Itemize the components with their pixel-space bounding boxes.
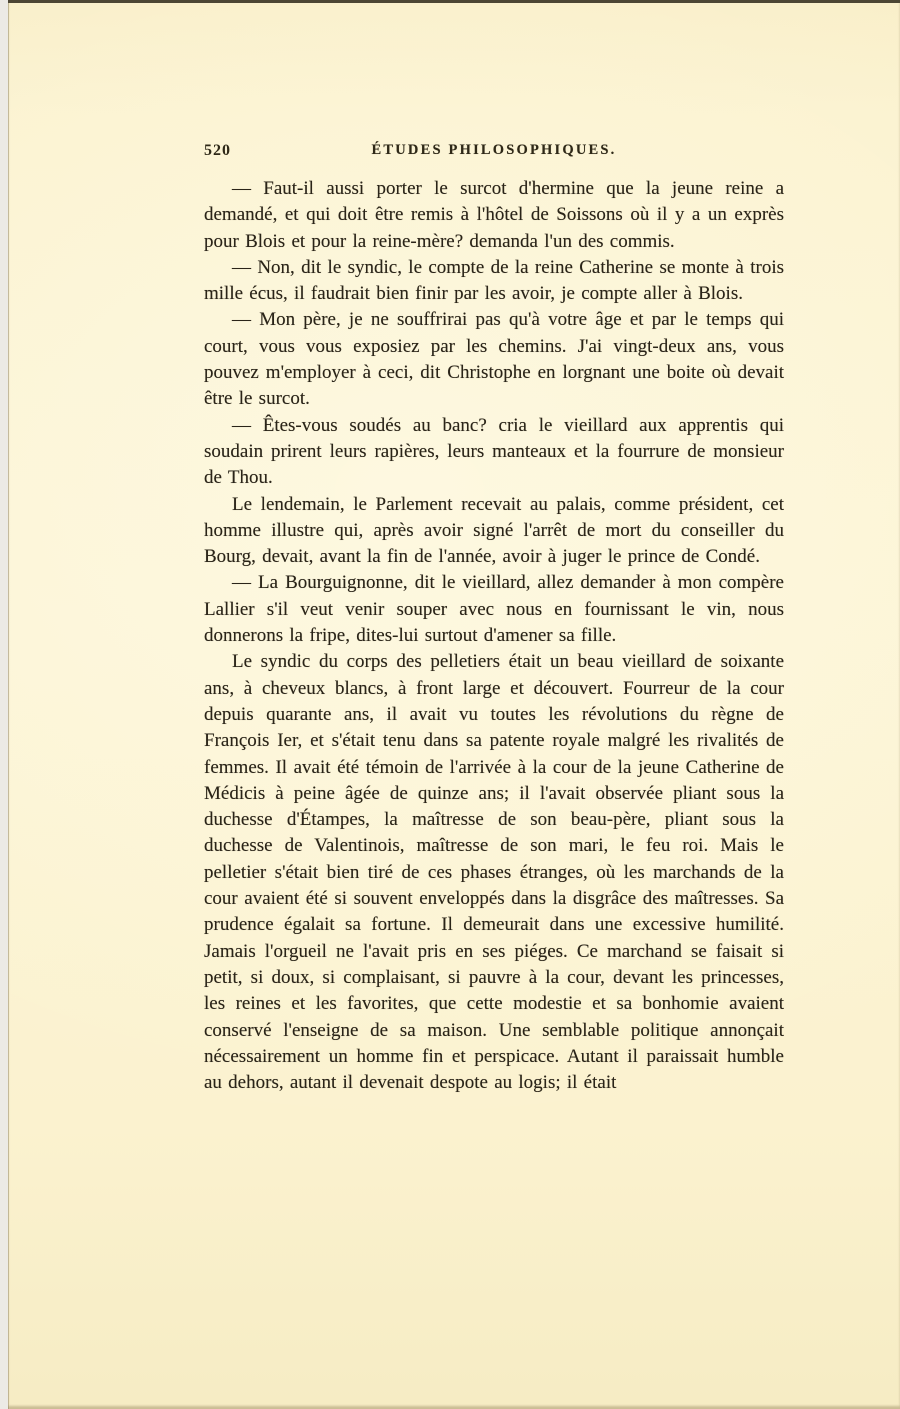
- page-header: [204, 142, 784, 164]
- paragraph: — Êtes-vous soudés au banc? cria le vieillard aux apprentis qui soudain prirent leurs rapières, leurs manteaux et la fourrure de monsieur de Thou.: [204, 414, 784, 489]
- paragraph: — La Bourguignonne, dit le vieillard, allez demander à mon compère Lallier s'il veut venir souper avec nous en fournissant le vin, nous donnerons la fripe, dites-lui surtout d'amener sa fille.: [204, 572, 784, 647]
- paragraph: Le syndic du corps des pelletiers était un beau vieillard de soixante ans, à cheveux blancs, à front large et découvert. Fourreur de la cour depuis quarante ans, il avait vu toutes les révolutions du règne de François Ier, et s'était tenu dans sa patente royale malgré les rivalités de femmes. Il avait été témoin de l'arrivée à la cour de la jeune Catherine de Médicis à peine âgée de quinze ans; il l'avait observée pliant sous la duchesse d'Étampes, la maîtresse de son beau-père, pliant sous la duchesse de Valentinois, maîtresse de son mari, le feu roi. Mais le pelletier s'était bien tiré de ces phases étranges, où les marchands de la cour avaient été si souvent enveloppés dans la disgrâce des maîtresses. Sa prudence égalait sa fortune. Il demeurait dans une excessive humilité. Jamais l'orgueil ne l'avait pris en ses piéges. Ce marchand se faisait si petit, si doux, si complaisant, si pauvre à la cour, devant les princesses, les reines et les favorites, que cette modestie et sa bonhomie avaient conservé l'enseigne de sa maison. Une semblable politique annonçait nécessairement un homme fin et perspicace. Autant il paraissait humble au dehors, autant il devenait despote au logis; il était: [204, 651, 784, 1094]
- paragraph: — Mon père, je ne souffrirai pas qu'à votre âge et par le temps qui court, vous vous exposiez par les chemins. J'ai vingt-deux ans, vous pouvez m'employer à ceci, dit Christophe en lorgnant une boite où devait être le surcot.: [204, 309, 784, 410]
- paragraph: Le lendemain, le Parlement recevait au palais, comme président, cet homme illustre qui, après avoir signé l'arrêt de mort du conseiller du Bourg, devait, avant la fin de l'année, avoir à juger le prince de Condé.: [204, 493, 784, 568]
- text-block: [204, 176, 784, 1096]
- running-title: ÉTUDES PHILOSOPHIQUES.: [371, 142, 617, 158]
- paragraph: — Non, dit le syndic, le compte de la reine Catherine se monte à trois mille écus, il faudrait bien finir par les avoir, je compte aller à Blois.: [204, 256, 784, 305]
- page-number: 520: [204, 142, 231, 159]
- page-content: [204, 142, 784, 1096]
- paragraph: — Faut-il aussi porter le surcot d'hermine que la jeune reine a demandé, et qui doit être remis à l'hôtel de Soissons où il y a un exprès pour Blois et pour la reine-mère? demanda l'un des commis.: [204, 178, 784, 252]
- book-page: [8, 0, 900, 1409]
